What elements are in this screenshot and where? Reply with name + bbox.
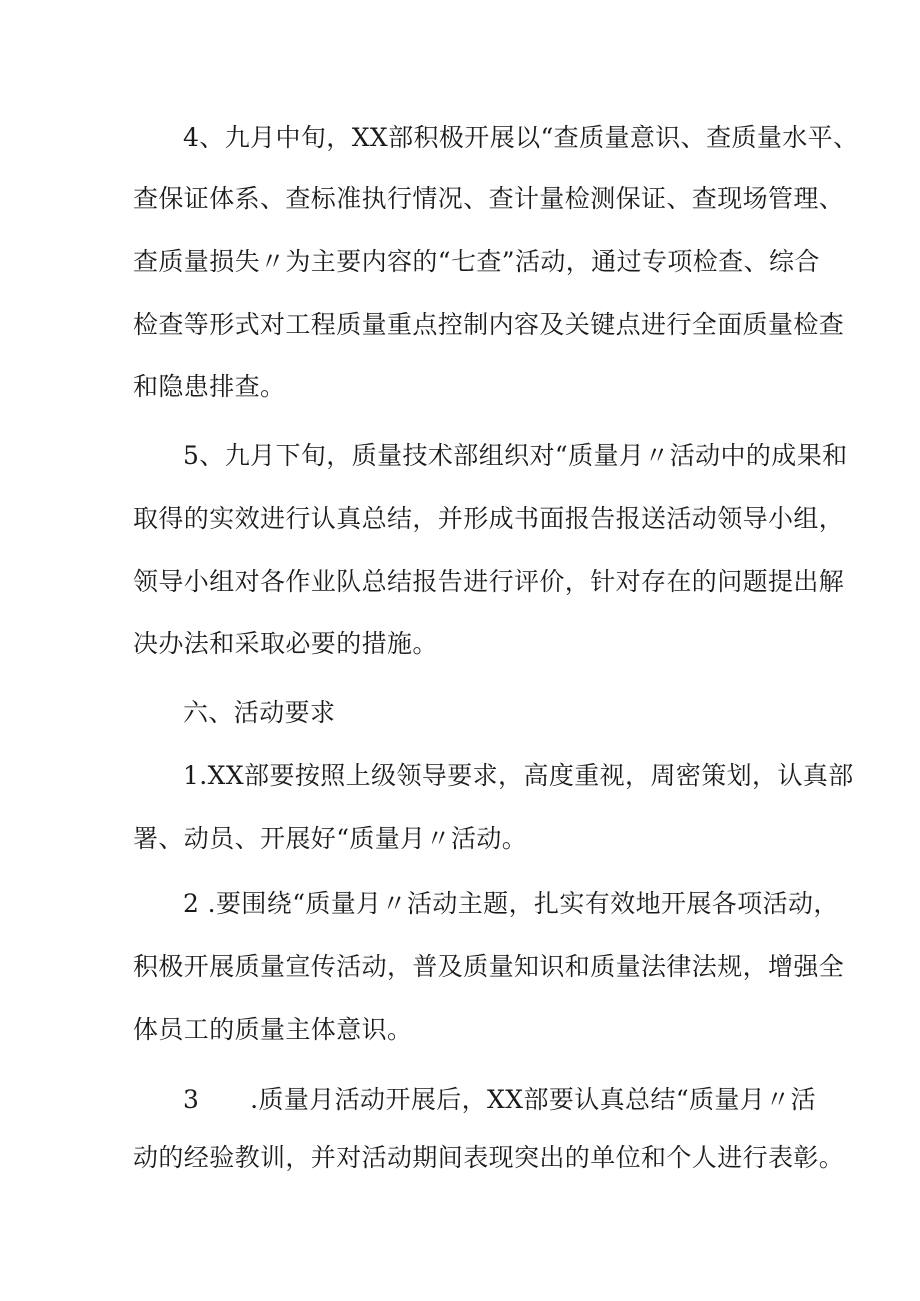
requirement-2-line-2: 积极开展质量宣传活动，普及质量知识和质量法律法规，增强全 — [133, 952, 845, 981]
paragraph-4-line-5: 和隐患排查。 — [133, 372, 286, 401]
requirement-1-line-1: 1.XX部要按照上级领导要求，高度重视，周密策划，认真部 — [183, 761, 854, 790]
section-heading: 六、活动要求 — [183, 698, 336, 727]
requirement-1-line-2: 署、动员、开展好“质量月〃活动。 — [133, 824, 528, 853]
paragraph-5-line-3: 领导小组对各作业队总结报告进行评价，针对存在的问题提出解 — [133, 567, 845, 596]
paragraph-5-line-4: 决办法和采取必要的措施。 — [133, 629, 438, 658]
paragraph-4-line-4: 检查等形式对工程质量重点控制内容及关键点进行全面质量检查 — [133, 310, 845, 339]
requirement-3-line-1: 3 .质量月活动开展后，XX部要认真总结“质量月〃活 — [183, 1085, 817, 1114]
paragraph-5-line-2: 取得的实效进行认真总结，并形成书面报告报送活动领导小组， — [133, 504, 845, 533]
requirement-3-line-2: 动的经验教训，并对活动期间表现突出的单位和个人进行表彰。 — [133, 1143, 845, 1172]
requirement-2-line-3: 体员工的质量主体意识。 — [133, 1015, 413, 1044]
requirement-2-line-1: 2 .要围绕“质量月〃活动主题，扎实有效地开展各项活动， — [183, 889, 839, 918]
paragraph-4-line-2: 查保证体系、查标准执行情况、查计量检测保证、查现场管理、 — [133, 184, 845, 213]
paragraph-4-line-3: 查质量损失〃为主要内容的“七查”活动，通过专项检查、综合 — [133, 247, 820, 276]
paragraph-4-line-1: 4、九月中旬，XX部积极开展以“查质量意识、查质量水平、 — [183, 123, 859, 152]
paragraph-5-line-1: 5、九月下旬，质量技术部组织对“质量月〃活动中的成果和 — [183, 441, 848, 470]
